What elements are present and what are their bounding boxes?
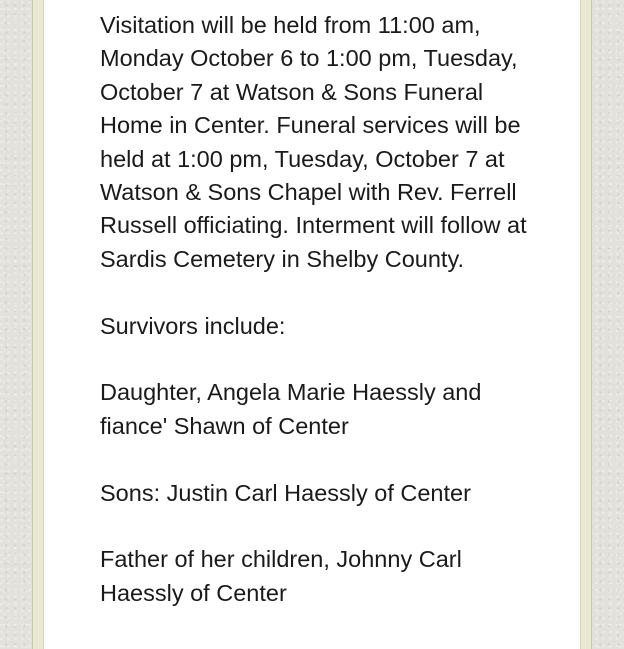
survivor-father-of-children: Father of her children, Johnny Carl Haessly of Center xyxy=(100,546,462,606)
page-frame xyxy=(32,0,592,649)
services-paragraph: Visitation will be held from 11:00 am, Monday October 6 to 1:00 pm, Tuesday, October 7 at Watson & Sons Funeral Home in Center. Funeral services will be held at 1:00 pm, Tuesday, October 7 at Watson & Sons Chapel with Rev. Ferrell Russell officiating. Interment will follow at Sardis Cemetery in Shelby County. xyxy=(100,12,527,272)
survivors-heading: Survivors include: xyxy=(100,312,286,339)
obituary-text xyxy=(100,9,540,644)
survivor-sons: Sons: Justin Carl Haessly of Center xyxy=(100,479,471,506)
survivor-daughter: Daughter, Angela Marie Haessly and fiance' Shawn of Center xyxy=(100,379,482,439)
obituary-card xyxy=(43,0,581,649)
